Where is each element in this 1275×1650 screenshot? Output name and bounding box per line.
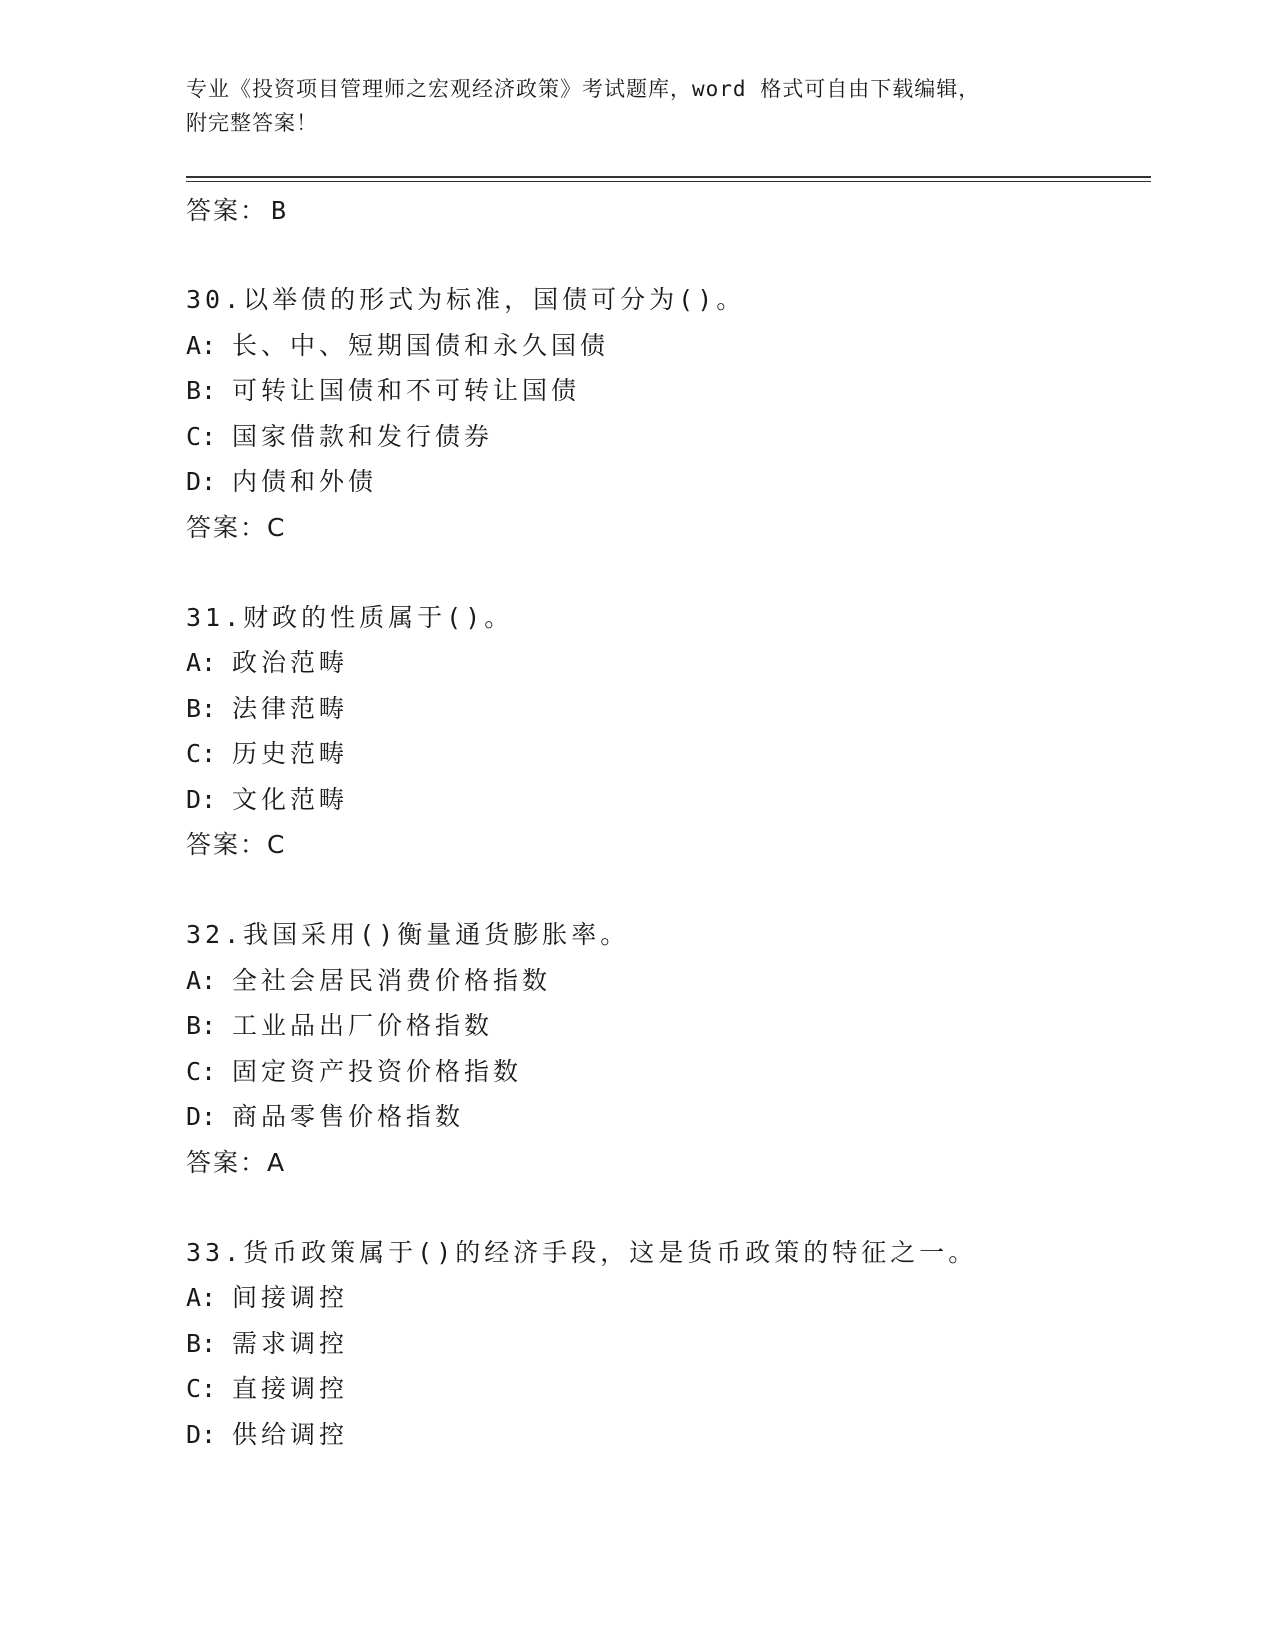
- option-a: [186, 958, 1146, 1004]
- option-text: 国家借款和发行债券: [232, 421, 494, 451]
- option-text: 工业品出厂价格指数: [232, 1011, 494, 1040]
- option-letter: D:: [186, 467, 217, 496]
- option-d: [186, 1094, 1146, 1140]
- option-letter: A:: [186, 648, 217, 677]
- prev-answer: [186, 190, 1146, 232]
- option-letter: C:: [186, 421, 217, 451]
- option-c: [186, 1049, 1146, 1095]
- option-d: [186, 1412, 1146, 1458]
- option-text: 长、中、短期国债和永久国债: [232, 330, 610, 360]
- option-b: [186, 368, 1146, 414]
- header-divider-thin: [186, 181, 1151, 182]
- option-c: [186, 731, 1146, 777]
- question-stem: 33.货币政策属于()的经济手段，这是货币政策的特征之一。: [186, 1237, 978, 1267]
- option-letter: B:: [186, 693, 217, 723]
- option-text: 需求调控: [232, 1328, 349, 1358]
- option-letter: B:: [186, 1328, 217, 1358]
- answer-value: A: [267, 1147, 287, 1177]
- option-text: 法律范畴: [232, 693, 349, 723]
- question-stem: 30.以举债的形式为标准，国债可分为()。: [186, 285, 746, 314]
- answer-label: 答案：: [186, 512, 268, 542]
- option-text: 文化范畴: [232, 784, 349, 814]
- option-text: 政治范畴: [232, 648, 349, 677]
- answer-label: 答案：: [186, 830, 268, 859]
- answer-label: 答案：: [186, 196, 268, 225]
- option-text: 直接调控: [232, 1374, 349, 1403]
- question-stem: 31.财政的性质属于()。: [186, 602, 514, 632]
- header-note: [186, 72, 1086, 140]
- question-answer: [186, 822, 1146, 867]
- option-letter: A:: [186, 330, 217, 360]
- option-letter: C:: [186, 1374, 217, 1403]
- option-d: [186, 777, 1146, 823]
- answer-value: B: [271, 196, 289, 225]
- question-31: [186, 595, 1146, 868]
- answer-label: 答案：: [186, 1147, 268, 1177]
- question-list: [186, 190, 1146, 1457]
- question-32: [186, 912, 1146, 1185]
- option-b: [186, 1321, 1146, 1367]
- question-answer: [186, 1140, 1146, 1185]
- header-line-2: 附完整答案！: [186, 111, 318, 135]
- option-letter: C:: [186, 739, 217, 768]
- answer-value: C: [267, 512, 287, 542]
- option-text: 历史范畴: [232, 739, 349, 768]
- option-b: [186, 686, 1146, 732]
- option-a: [186, 640, 1146, 686]
- option-c: [186, 414, 1146, 460]
- question-33: [186, 1230, 1146, 1458]
- option-a: [186, 323, 1146, 369]
- option-text: 间接调控: [232, 1283, 349, 1312]
- option-a: [186, 1275, 1146, 1321]
- option-text: 供给调控: [232, 1419, 349, 1449]
- option-letter: D:: [186, 784, 217, 814]
- question-30: [186, 277, 1146, 550]
- option-text: 固定资产投资价格指数: [232, 1056, 523, 1086]
- option-letter: D:: [186, 1419, 217, 1449]
- option-b: [186, 1003, 1146, 1049]
- option-c: [186, 1366, 1146, 1412]
- header-line-1: 专业《投资项目管理师之宏观经济政策》考试题库，word 格式可自由下载编辑，: [186, 77, 981, 101]
- option-letter: A:: [186, 1283, 217, 1312]
- question-answer: [186, 505, 1146, 550]
- option-d: [186, 459, 1146, 505]
- option-text: 可转让国债和不可转让国债: [232, 376, 581, 405]
- answer-value: C: [267, 830, 287, 859]
- option-text: 全社会居民消费价格指数: [232, 965, 552, 995]
- option-text: 商品零售价格指数: [232, 1102, 465, 1131]
- option-letter: A:: [186, 965, 217, 995]
- header-divider-thick: [186, 176, 1151, 178]
- option-letter: C:: [186, 1056, 217, 1086]
- option-text: 内债和外债: [232, 467, 378, 496]
- option-letter: D:: [186, 1102, 217, 1131]
- question-stem: 32.我国采用()衡量通货膨胀率。: [186, 920, 630, 949]
- option-letter: B:: [186, 1011, 217, 1040]
- option-letter: B:: [186, 376, 217, 405]
